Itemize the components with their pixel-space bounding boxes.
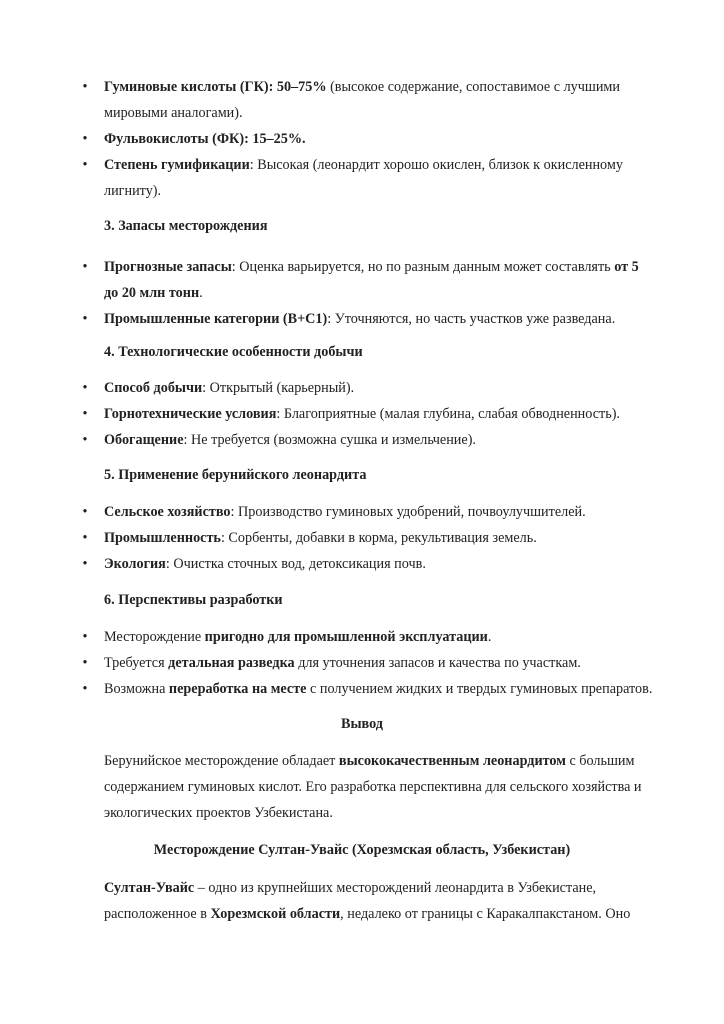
bullet-icon: • [82,157,88,173]
item-term: Прогнозные запасы [104,259,232,275]
reserves-list [0,254,724,332]
item-text: : Сорбенты, добавки в корма, рекультивация земель. [220,530,537,546]
list-item [0,152,724,204]
section-heading-application: 5. Применение берунийского леонардита [104,467,367,483]
list-item [0,74,724,126]
para-emphasis: Хорезмской области [210,906,341,922]
item-text: : Не требуется (возможна сушка и измельчение). [183,432,476,448]
list-item [0,499,724,525]
section-heading-technology: 4. Технологические особенности добычи [104,344,363,360]
item-term: Способ добычи [104,380,203,396]
item-emphasis: пригодно для промышленной эксплуатации [204,629,488,645]
item-text: . [199,285,203,301]
list-item [0,525,724,551]
item-emphasis: до 20 млн тонн [104,285,200,301]
item-text: Месторождение [104,629,205,645]
list-item [0,650,724,676]
list-item [0,254,724,306]
application-list [0,499,724,577]
conclusion-heading: Вывод [341,716,383,732]
list-item [0,306,724,332]
item-text: : Очистка сточных вод, детоксикация почв. [165,556,426,572]
para-emphasis: высококачественным леонардитом [338,753,566,769]
item-text: лигниту). [104,183,162,199]
para-text: содержанием гуминовых кислот. Его разработка перспективна для сельского хозяйства и [104,779,642,795]
conclusion-paragraph [104,748,684,826]
item-term: Степень гумификации [104,157,250,173]
item-text: : Благоприятные (малая глубина, слабая обводненность). [276,406,620,422]
bullet-icon: • [82,556,88,572]
item-emphasis: детальная разведка [168,655,295,671]
item-text: мировыми аналогами). [104,105,243,121]
list-item [0,375,724,401]
section-heading-reserves: 3. Запасы месторождения [104,218,268,234]
item-text: Возможна [104,681,169,697]
list-item [0,126,724,152]
para-text: Берунийское месторождение обладает [104,753,339,769]
bullet-icon: • [82,530,88,546]
para-text: расположенное в [104,906,211,922]
para-emphasis: Султан-Увайс [104,880,195,896]
sultan-uvais-heading: Месторождение Султан-Увайс (Хорезмская область, Узбекистан) [153,842,571,858]
item-term: Промышленность [104,530,221,546]
prospects-list [0,624,724,702]
item-term: Сельское хозяйство [104,504,231,520]
item-emphasis: от 5 [614,259,639,275]
item-term: Гуминовые кислоты (ГК): 50–75% [104,79,327,95]
para-text: с большим [565,753,635,769]
para-text: , недалеко от границы с Каракалпакстаном. Оно [340,906,631,922]
item-text: . [487,629,492,645]
bullet-icon: • [82,681,88,697]
item-text: : Высокая (леонардит хорошо окислен, близок к окисленному [249,157,623,173]
item-term: Обогащение [104,432,184,448]
bullet-icon: • [82,504,88,520]
item-term: Фульвокислоты (ФК): 15–25%. [104,131,306,147]
bullet-icon: • [82,406,88,422]
list-item [0,624,724,650]
section-heading-prospects: 6. Перспективы разработки [104,592,283,608]
sultan-uvais-paragraph [104,875,684,927]
bullet-icon: • [82,380,88,396]
list-item [0,401,724,427]
item-text: : Уточняются, но часть участков уже разведана. [327,311,616,327]
item-term: Экология [104,556,166,572]
item-text: : Открытый (карьерный). [202,380,355,396]
item-text: : Производство гуминовых удобрений, почвоулучшителей. [230,504,586,520]
humic-composition-list [0,74,724,204]
technology-list [0,375,724,453]
item-text: Требуется [104,655,169,671]
bullet-icon: • [82,131,88,147]
list-item [0,551,724,577]
para-text: экологических проектов Узбекистана. [104,805,333,821]
bullet-icon: • [82,655,88,671]
bullet-icon: • [82,79,88,95]
bullet-icon: • [82,629,88,645]
item-term: Промышленные категории (B+C1) [104,311,328,327]
item-text: : Оценка варьируется, но по разным данным может составлять [231,259,615,275]
para-text: – одно из крупнейших месторождений леонардита в Узбекистане, [194,880,597,896]
bullet-icon: • [82,432,88,448]
item-text: для уточнения запасов и качества по участкам. [294,655,581,671]
item-emphasis: переработка на месте [168,681,307,697]
bullet-icon: • [82,311,88,327]
item-text: с получением жидких и твердых гуминовых препаратов. [306,681,653,697]
item-text: (высокое содержание, сопоставимое с лучшими [326,79,620,95]
list-item [0,427,724,453]
item-term: Горнотехнические условия [104,406,277,422]
bullet-icon: • [82,259,88,275]
list-item [0,676,724,702]
